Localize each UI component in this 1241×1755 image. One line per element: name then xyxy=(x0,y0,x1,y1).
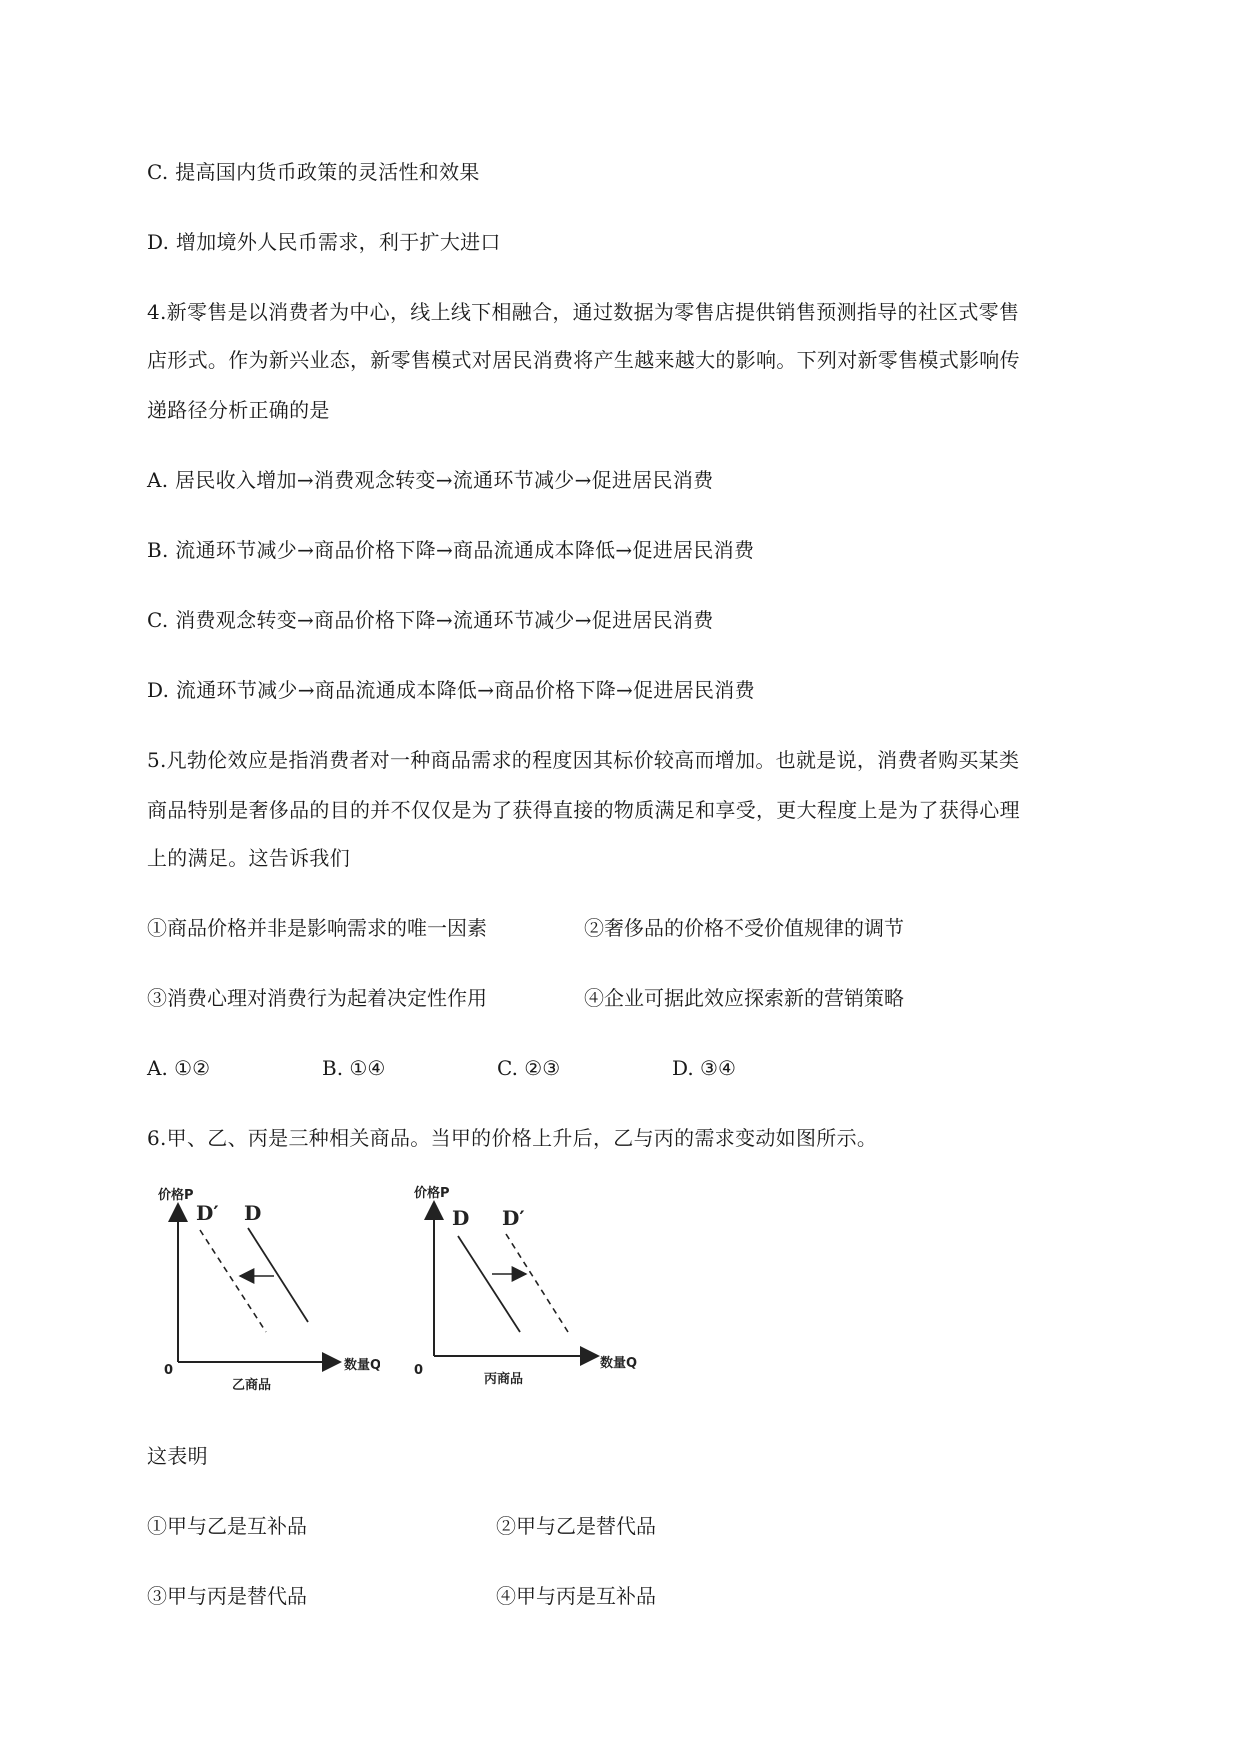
demand-curve-d-prime xyxy=(200,1230,266,1332)
q5-item-1: ①商品价格并非是影响需求的唯一因素 xyxy=(147,916,487,940)
q6-conclusion: 这表明 xyxy=(147,1444,208,1468)
q4-stem-line3: 递路径分析正确的是 xyxy=(147,398,330,422)
curve-label-d-prime: D′ xyxy=(196,1201,219,1225)
q6-stem: 6.甲、乙、丙是三种相关商品。当甲的价格上升后，乙与丙的需求变动如图所示。 xyxy=(147,1126,878,1150)
x-axis-label: 数量Q xyxy=(344,1358,380,1373)
demand-curve-d xyxy=(458,1236,520,1332)
curve-label-d: D xyxy=(452,1206,470,1230)
q4-stem-line1: 4.新零售是以消费者为中心，线上线下相融合，通过数据为零售店提供销售预测指导的社区式零售 xyxy=(147,300,1020,324)
curve-label-d: D xyxy=(244,1201,262,1225)
q6-item-2: ②甲与乙是替代品 xyxy=(496,1514,656,1538)
q5-choice-c: C. ②③ xyxy=(497,1056,561,1080)
q6-item-3: ③甲与丙是替代品 xyxy=(147,1584,307,1608)
y-axis-label: 价格P xyxy=(414,1186,450,1201)
graph-caption: 乙商品 xyxy=(232,1378,272,1393)
q4-option-d: D. 流通环节减少→商品流通成本降低→商品价格下降→促进居民消费 xyxy=(147,678,755,702)
curve-label-d-prime: D′ xyxy=(502,1206,525,1230)
graph-bing-svg xyxy=(400,1182,650,1394)
q4-option-b: B. 流通环节减少→商品价格下降→商品流通成本降低→促进居民消费 xyxy=(147,538,755,562)
q4-option-c: C. 消费观念转变→商品价格下降→流通环节减少→促进居民消费 xyxy=(147,608,714,632)
graph-yi-svg xyxy=(150,1182,380,1394)
q5-choice-d: D. ③④ xyxy=(672,1056,736,1080)
q5-item-3: ③消费心理对消费行为起着决定性作用 xyxy=(147,986,487,1010)
q3-option-d: D. 增加境外人民币需求，利于扩大进口 xyxy=(147,230,501,254)
origin-label: 0 xyxy=(414,1363,424,1378)
q6-item-1: ①甲与乙是互补品 xyxy=(147,1514,307,1538)
q4-option-a: A. 居民收入增加→消费观念转变→流通环节减少→促进居民消费 xyxy=(147,468,714,492)
origin-label: 0 xyxy=(164,1363,174,1378)
q5-stem-line3: 上的满足。这告诉我们 xyxy=(147,846,350,870)
demand-curve-d xyxy=(248,1228,308,1322)
q5-stem-line1: 5.凡勃伦效应是指消费者对一种商品需求的程度因其标价较高而增加。也就是说，消费者购买某类 xyxy=(147,748,1020,772)
q5-item-2: ②奢侈品的价格不受价值规律的调节 xyxy=(584,916,904,940)
q5-choice-a: A. ①② xyxy=(147,1056,211,1080)
q4-stem-line2: 店形式。作为新兴业态，新零售模式对居民消费将产生越来越大的影响。下列对新零售模式影响传 xyxy=(147,348,1020,372)
graph-bing-goods xyxy=(400,1182,650,1394)
q5-item-4: ④企业可据此效应探索新的营销策略 xyxy=(584,986,904,1010)
graph-caption: 丙商品 xyxy=(484,1372,524,1387)
y-axis-label: 价格P xyxy=(158,1188,194,1203)
q5-stem-line2: 商品特别是奢侈品的目的并不仅仅是为了获得直接的物质满足和享受，更大程度上是为了获得心理 xyxy=(147,798,1020,822)
graph-yi-goods xyxy=(150,1182,380,1394)
demand-curve-d-prime xyxy=(506,1234,568,1332)
q3-option-c: C. 提高国内货币政策的灵活性和效果 xyxy=(147,160,480,184)
q5-choice-b: B. ①④ xyxy=(322,1056,386,1080)
x-axis-label: 数量Q xyxy=(600,1356,638,1371)
q6-item-4: ④甲与丙是互补品 xyxy=(496,1584,656,1608)
